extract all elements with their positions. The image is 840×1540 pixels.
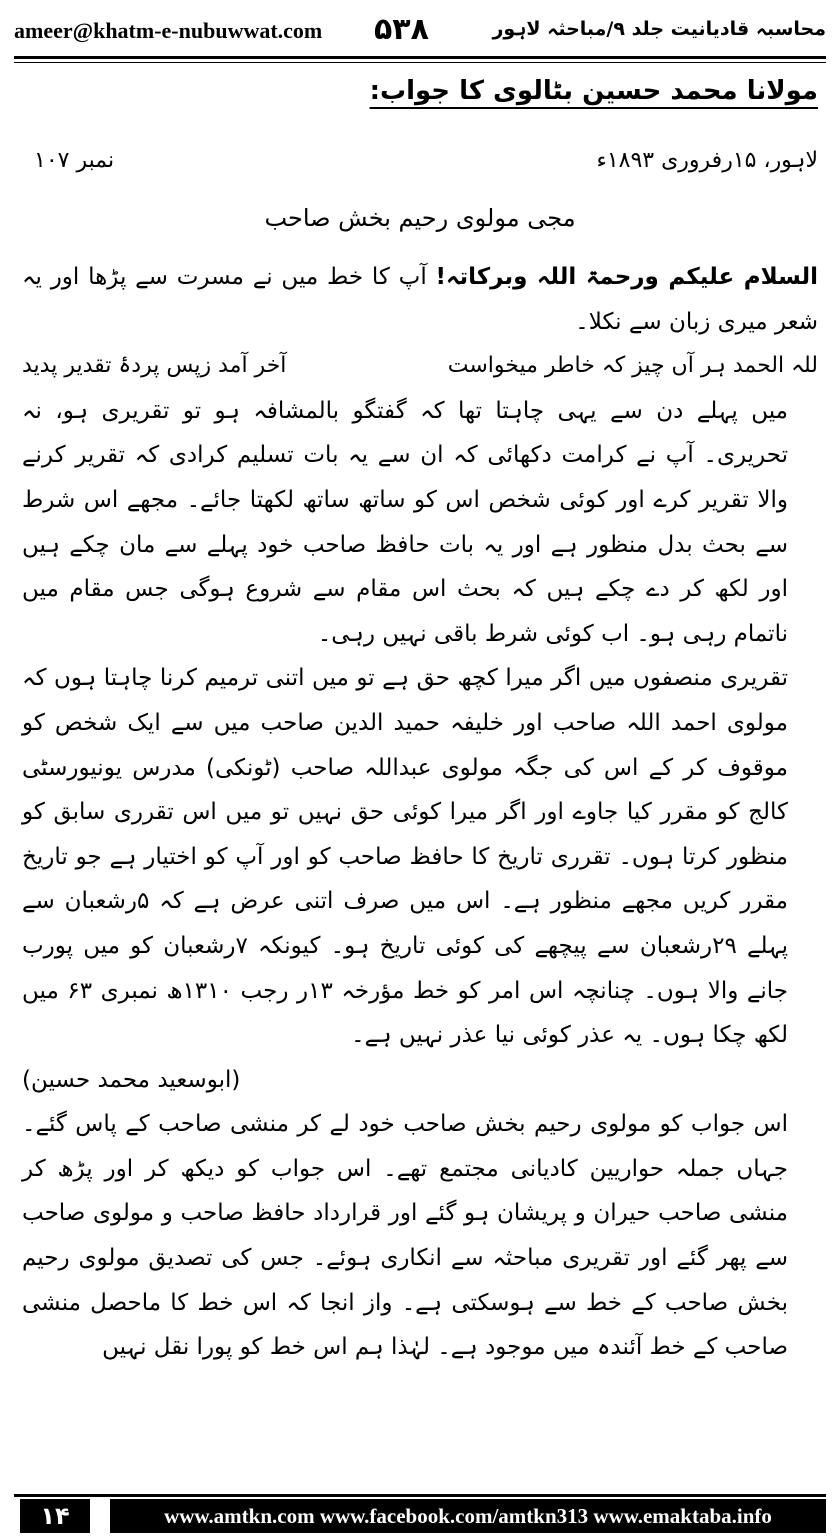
couplet-first-half: للہ الحمد ہر آں چیز کہ خاطر میخواست <box>447 353 818 379</box>
letter-opening <box>22 255 818 344</box>
persian-couplet <box>22 344 818 389</box>
header-book-title: محاسبہ قادیانیت جلد ۹/مباحثہ لاہور <box>492 18 826 40</box>
letter-signature: (ابوسعید محمد حسین) <box>22 1066 241 1093</box>
letter-body <box>22 255 818 1370</box>
footer-links: www.amtkn.com www.facebook.com/amtkn313 www.emaktaba.info <box>110 1499 826 1533</box>
header-rule-thick <box>14 56 826 59</box>
letter-salutation: مجی مولوی رحیم بخش صاحب <box>264 204 576 232</box>
letter-place-date: لاہور، ۱۵رفروری ۱۸۹۳ء <box>596 148 818 173</box>
letter-greeting: السلام علیکم ورحمۃ اللہ وبرکاتہ! <box>435 264 819 290</box>
signature-line <box>22 1058 818 1103</box>
header-page-number: ۵۳۸ <box>374 12 429 47</box>
letter-paragraph-1: میں پہلے دن سے یہی چاہتا تھا کہ گفتگو بالمشافہ ہو تو تقریری ہو، نہ تحریری۔ آپ نے کرامت دکھائی کہ ان سے یہ بات تسلیم کرادی کہ تقریر کرنے والا تقریر کرے اور کوئی شخص اس کو ساتھ ساتھ لکھتا جائے۔ مجھے اس شرط سے بحث بدل منظور ہے اور یہ بات حافظ صاحب خود پہلے سے مان چکے ہیں اور لکھ کر دے چکے ہیں کہ بحث اس مقام سے شروع ہوگی جس مقام میں ناتمام رہی ہو۔ اب کوئی شرط باقی نہیں رہی۔ <box>22 397 788 647</box>
header-rule-thin <box>14 62 826 63</box>
letter-line-1: آپ کا خط میں نے مسرت سے پڑھا اور یہ شعر میری زبان سے نکلا۔ <box>22 264 818 335</box>
header-email: ameer@khatm-e-nubuwwat.com <box>14 18 323 43</box>
letter-number: نمبر ۱۰۷ <box>34 148 115 173</box>
page-header <box>14 12 826 52</box>
letter-paragraph-2: تقریری منصفوں میں اگر میرا کچھ حق ہے تو میں اتنی ترمیم کرنا چاہتا ہوں کہ مولوی احمد اللہ صاحب اور خلیفہ حمید الدین صاحب میں سے ایک شخص کو موقوف کر کے اس کی جگہ مولوی عبداللہ صاحب (ٹونکی) مدرس یونیورسٹی کالج کو مقرر کیا جاوے اور اگر میرا کوئی حق نہیں تو میں اس تقرری سابق کو منظور کرتا ہوں۔ تقرری تاریخ کا حافظ صاحب کو اور آپ کو اختیار ہے جو تاریخ مقرر کریں مجھے منظور ہے۔ اس میں صرف اتنی عرض ہے کہ ۵رشعبان سے پہلے ۲۹رشعبان سے پیچھے کی کوئی تاریخ ہو۔ کیونکہ ۷رشعبان کو میں پورب جانے والا ہوں۔ چنانچہ اس امر کو خط مؤرخہ ۱۳ر رجب ۱۳۱۰ھ نمبری ۶۳ میں لکھ چکا ہوں۔ یہ عذر کوئی نیا عذر نہیں ہے۔ <box>22 665 789 1049</box>
letter-meta <box>22 148 818 184</box>
page-footer <box>14 1494 826 1537</box>
couplet-second-half: آخر آمد زپس پردۂ تقدیر پدید <box>22 353 287 379</box>
narrative-paragraph: اس جواب کو مولوی رحیم بخش صاحب خود لے کر منشی صاحب کے پاس گئے۔ جہاں جملہ حواریین کادیانی مجتمع تھے۔ اس جواب کو دیکھ کر اور پڑھ کر منشی صاحب حیران و پریشان ہو گئے اور قرارداد حافظ صاحب و مولوی صاحب سے پھر گئے اور تقریری مباحثہ سے انکاری ہوئے۔ جس کی تصدیق مولوی رحیم بخش صاحب کے خط سے ہوسکتی ہے۔ واز انجا کہ اس خط کا ماحصل منشی صاحب کے خط آئندہ میں موجود ہے۔ لہٰذا ہم اس خط کو پورا نقل نہیں <box>22 1111 788 1361</box>
section-heading: مولانا محمد حسین بٹالوی کا جواب: <box>369 76 818 106</box>
footer-page-number: ۱۴ <box>20 1499 90 1533</box>
